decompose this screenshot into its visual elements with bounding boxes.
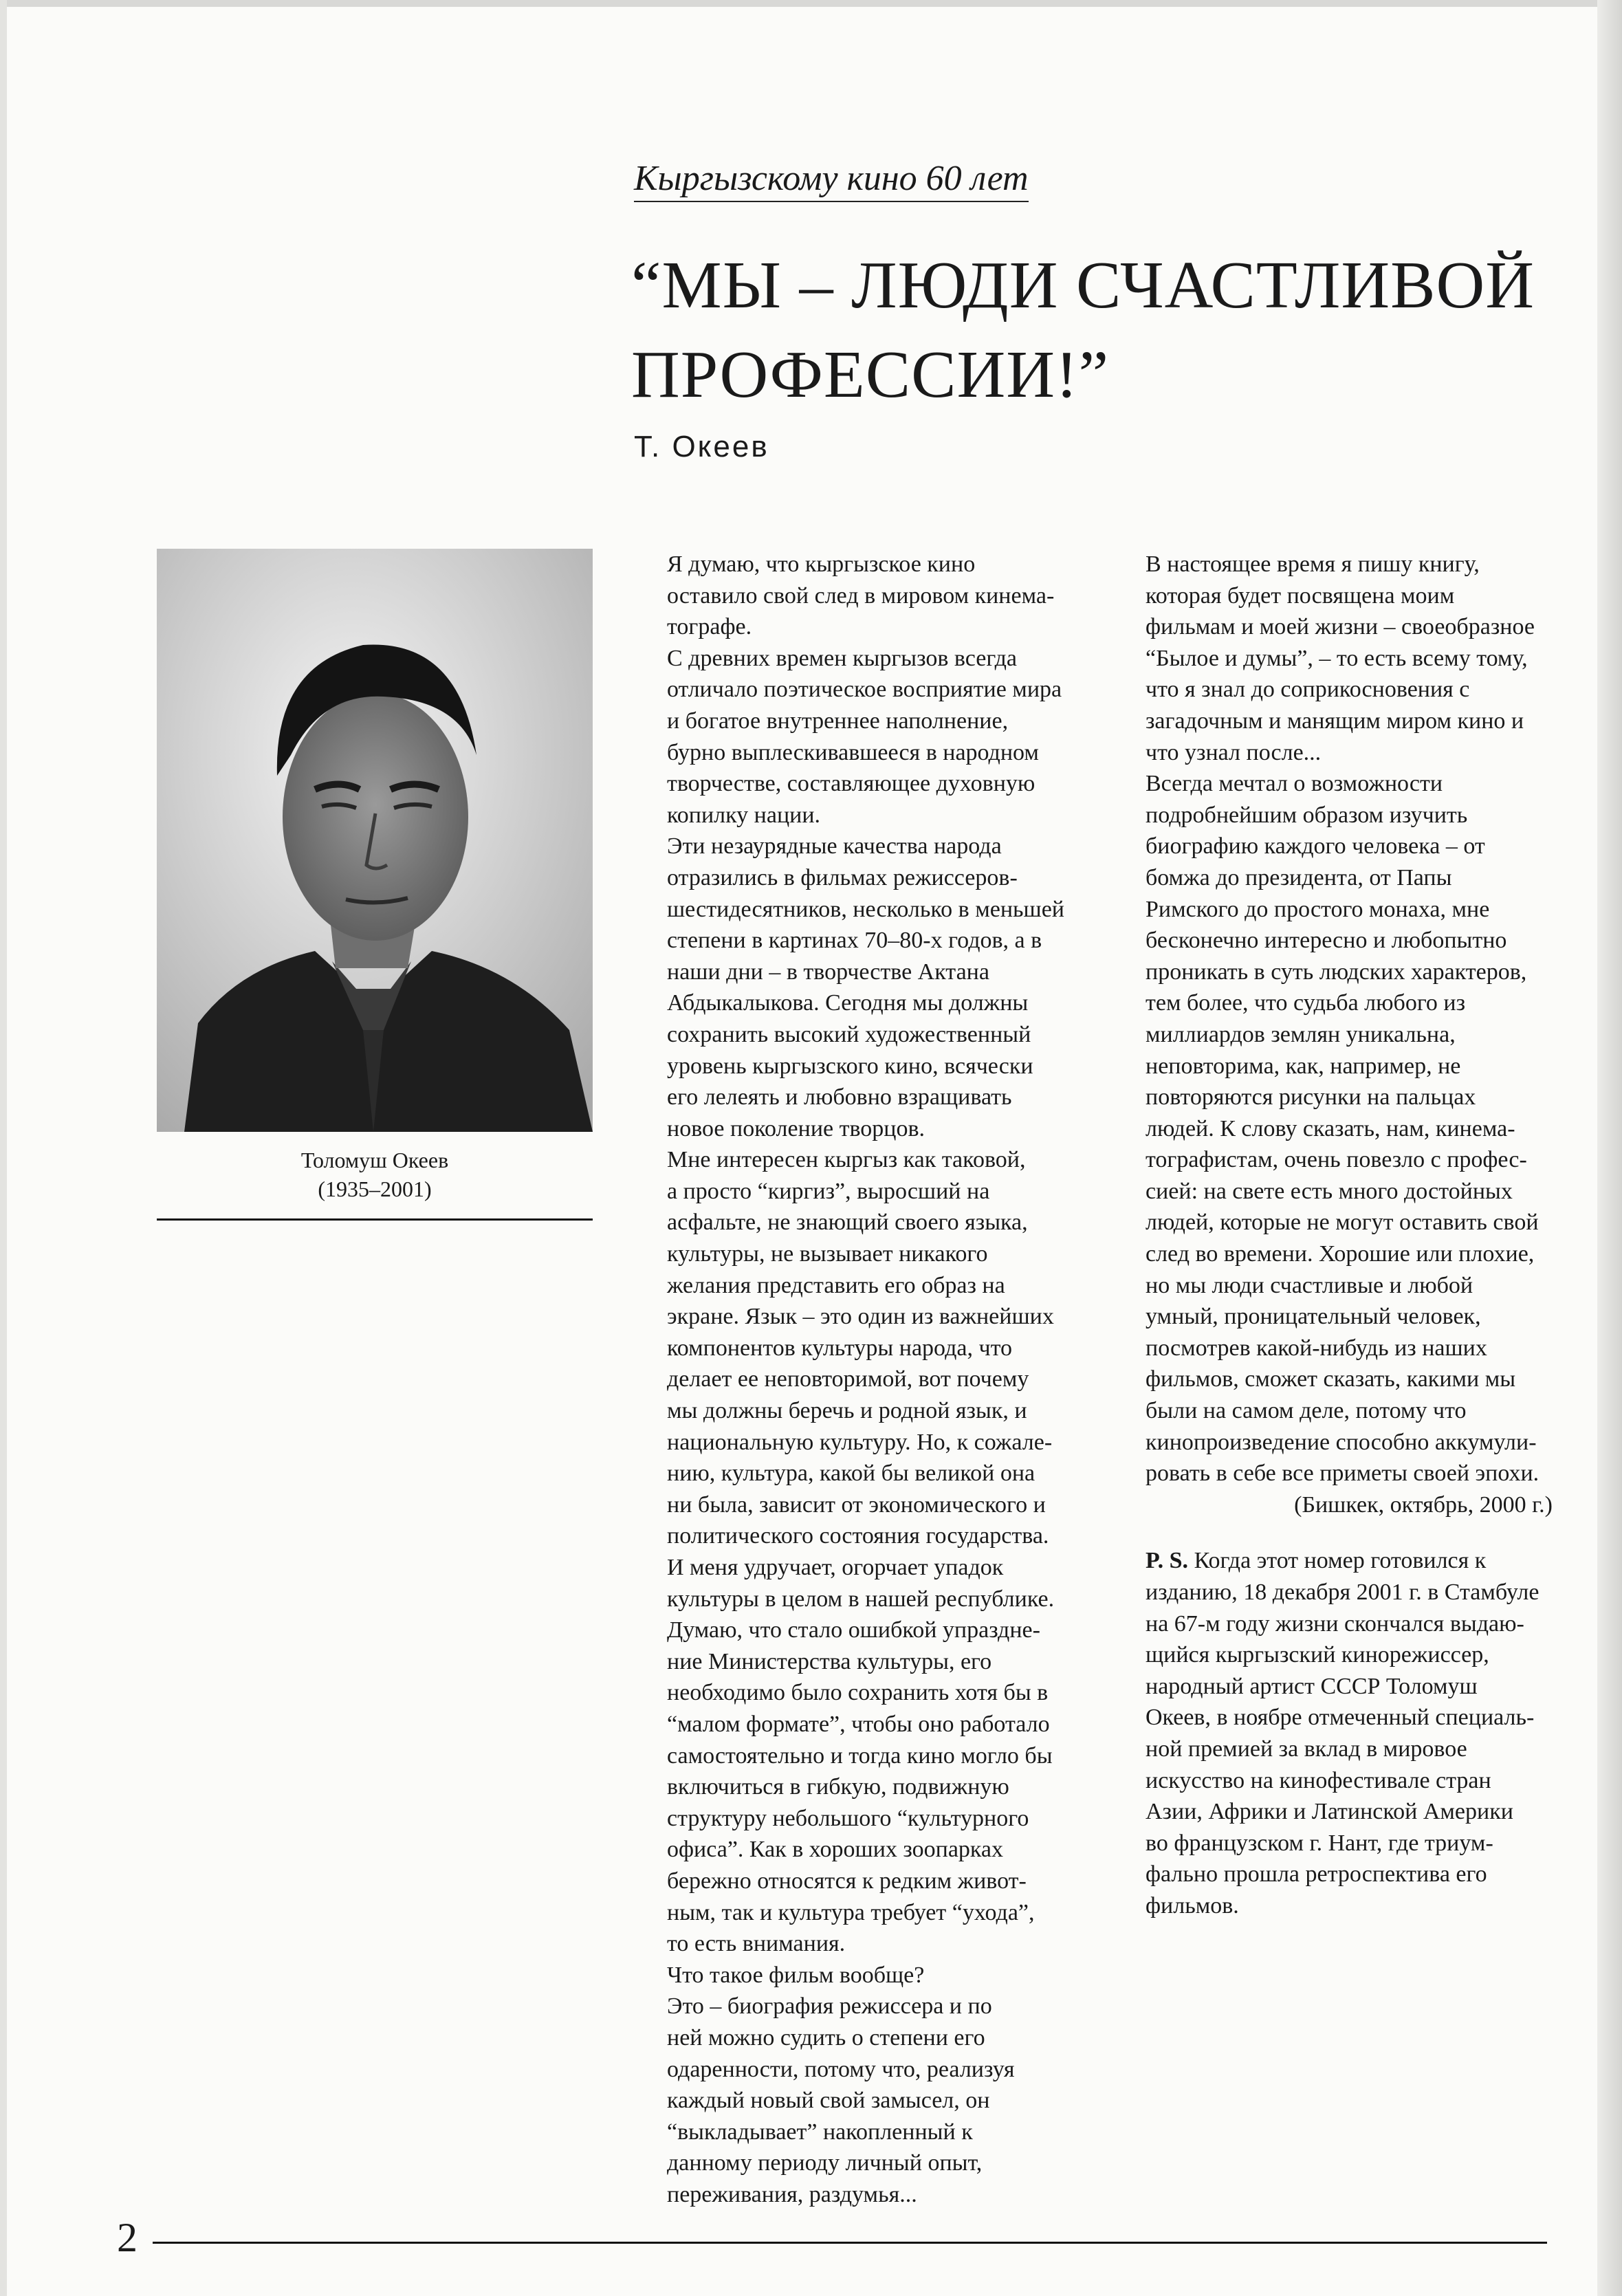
text-line: Океев, в ноябре отмеченный специаль- bbox=[1146, 1705, 1535, 1731]
text-line: наши дни – в творчестве Актана bbox=[667, 959, 989, 985]
text-line: Абдыкалыкова. Сегодня мы должны bbox=[667, 990, 1029, 1016]
text-line: желания представить его образ на bbox=[667, 1272, 1005, 1298]
text-line: данному периоду личный опыт, bbox=[667, 2150, 983, 2176]
text-line: самостоятельно и тогда кино могло бы bbox=[667, 1742, 1053, 1769]
caption-years: (1935–2001) bbox=[318, 1177, 432, 1201]
article-column-1 bbox=[634, 549, 1081, 2210]
text-line: а просто “киргиз”, выросший на bbox=[667, 1178, 990, 1204]
text-line: бурно выплескивавшееся в народном bbox=[667, 739, 1039, 765]
text-line: фильмов, сможет сказать, какими мы bbox=[1146, 1366, 1516, 1392]
postscript-first-line: Когда этот номер готовился к bbox=[1188, 1548, 1487, 1574]
text-line: ровать в себе все приметы своей эпохи. bbox=[1146, 1461, 1539, 1487]
text-line: тем более, что судьба любого из bbox=[1146, 990, 1466, 1016]
text-line: С древних времен кыргызов всегда bbox=[667, 645, 1017, 671]
text-line: асфальте, не знающий своего языка, bbox=[667, 1210, 1028, 1236]
text-line: отразились в фильмах режиссеров- bbox=[667, 864, 1018, 890]
article-title bbox=[631, 241, 1553, 419]
paragraph bbox=[1113, 768, 1553, 1489]
text-line: бережно относятся к редким живот- bbox=[667, 1868, 1027, 1894]
text-line: фильмам и моей жизни – своеобразное bbox=[1146, 614, 1535, 640]
text-line: В настоящее время я пишу книгу, bbox=[1146, 551, 1480, 577]
text-line: тографистам, очень повезло с профес- bbox=[1146, 1147, 1527, 1173]
text-line: ни была, зависит от экономического и bbox=[667, 1491, 1046, 1518]
paragraph bbox=[634, 831, 1081, 1144]
text-line: Римского до простого монаха, мне bbox=[1146, 896, 1490, 922]
page-edge-right bbox=[1597, 0, 1622, 2296]
text-line: Мне интересен кыргыз как таковой, bbox=[667, 1147, 1026, 1173]
text-line: степени в картинах 70–80-х годов, а в bbox=[667, 928, 1042, 954]
text-line: людей. К слову сказать, нам, кинема- bbox=[1146, 1115, 1515, 1141]
portrait-photo bbox=[157, 549, 593, 1132]
text-line: политического состояния государства. bbox=[667, 1523, 1049, 1549]
text-line: его лелеять и любовно взращивать bbox=[667, 1084, 1012, 1111]
text-line: миллиардов землян уникальна, bbox=[1146, 1021, 1456, 1047]
paragraph bbox=[634, 1991, 1081, 2210]
author-byline: Т. Океев bbox=[634, 430, 769, 463]
text-line: творчестве, составляющее духовную bbox=[667, 771, 1035, 797]
text-line: ной премией за вклад в мировое bbox=[1146, 1736, 1467, 1762]
text-line: Эти незаурядные качества народа bbox=[667, 833, 1002, 860]
text-line: уровень кыргызского кино, всячески bbox=[667, 1053, 1033, 1079]
text-line: бомжа до президента, от Папы bbox=[1146, 864, 1452, 890]
text-line bbox=[1113, 1545, 1553, 1577]
date-signature: (Бишкек, октябрь, 2000 г.) bbox=[1294, 1491, 1553, 1518]
text-line: загадочным и манящим миром кино и bbox=[1146, 708, 1524, 734]
text-line: нию, культура, какой бы великой она bbox=[667, 1461, 1035, 1487]
text-line: экране. Язык – это один из важнейших bbox=[667, 1304, 1054, 1330]
title-line-2: ПРОФЕССИИ!” bbox=[631, 338, 1110, 412]
text-line: кинопроизведение способно аккумули- bbox=[1146, 1429, 1537, 1455]
text-line: отличало поэтическое восприятие мира bbox=[667, 677, 1062, 703]
text-line: народный артист СССР Толомуш bbox=[1146, 1673, 1478, 1699]
paragraph bbox=[634, 1144, 1081, 1959]
text-line: которая будет посвящена моим bbox=[1146, 582, 1455, 609]
text-line: И меня удручает, огорчает упадок bbox=[667, 1555, 1004, 1580]
footer-divider bbox=[153, 2242, 1547, 2244]
text-line: сохранить высокий художественный bbox=[667, 1021, 1031, 1047]
text-line: Азии, Африки и Латинской Америки bbox=[1146, 1799, 1513, 1825]
text-line: ным, так и культура требует “ухода”, bbox=[667, 1899, 1035, 1925]
page-edge bbox=[0, 0, 1622, 7]
paragraph bbox=[634, 549, 1081, 643]
text-line: копилку нации. bbox=[667, 802, 821, 828]
text-line: Всегда мечтал о возможности bbox=[1146, 771, 1443, 797]
paragraph bbox=[1113, 549, 1553, 768]
text-line: искусство на кинофестивале стран bbox=[1146, 1767, 1491, 1793]
text-line: сией: на свете есть много достойных bbox=[1146, 1178, 1513, 1204]
text-line: повторяются рисунки на пальцах bbox=[1146, 1084, 1476, 1111]
text-line: культуры в целом в нашей республике. bbox=[667, 1586, 1055, 1612]
text-line: подробнейшим образом изучить bbox=[1146, 802, 1468, 828]
text-line: проникать в суть людских характеров, bbox=[1146, 959, 1527, 985]
text-line: биографию каждого человека – от bbox=[1146, 833, 1485, 860]
text-line: неповторима, как, например, не bbox=[1146, 1053, 1461, 1079]
text-line: шестидесятников, несколько в меньшей bbox=[667, 896, 1064, 922]
text-line: ние Министерства культуры, его bbox=[667, 1648, 992, 1674]
text-line: структуру небольшого “культурного bbox=[667, 1805, 1029, 1831]
text-line: оставило свой след в мировом кинема- bbox=[667, 582, 1055, 609]
text-line: изданию, 18 декабря 2001 г. в Стамбуле bbox=[1146, 1579, 1539, 1605]
text-line: “малом формате”, чтобы оно работало bbox=[667, 1711, 1050, 1737]
paragraph bbox=[634, 1960, 1081, 1991]
text-line: национальную культуру. Но, к сожале- bbox=[667, 1429, 1053, 1455]
text-line: что я знал до соприкосновения с bbox=[1146, 677, 1470, 703]
caption-divider bbox=[157, 1218, 593, 1221]
title-line-1: “МЫ – ЛЮДИ СЧАСТЛИВОЙ bbox=[631, 248, 1535, 322]
text-line: офиса”. Как в хороших зоопарках bbox=[667, 1837, 1003, 1863]
rubric: Кыргызскому кино 60 лет bbox=[634, 158, 1029, 202]
portrait-illustration bbox=[157, 549, 593, 1132]
text-line: Думаю, что стало ошибкой упраздне- bbox=[667, 1617, 1040, 1643]
text-line: “выкладывает” накопленный к bbox=[667, 2119, 973, 2145]
text-line: Я думаю, что кыргызское кино bbox=[667, 551, 976, 577]
text-line: умный, проницательный человек, bbox=[1146, 1304, 1481, 1330]
text-line: были на самом деле, потому что bbox=[1146, 1398, 1467, 1424]
text-line: делает ее неповторимой, вот почему bbox=[667, 1366, 1029, 1392]
text-line: но мы люди счастливые и любой bbox=[1146, 1272, 1473, 1298]
paragraph bbox=[634, 643, 1081, 831]
text-line: компонентов культуры народа, что bbox=[667, 1335, 1012, 1361]
text-line: и богатое внутреннее наполнение, bbox=[667, 708, 1009, 734]
text-line: мы должны беречь и родной язык, и bbox=[667, 1398, 1027, 1424]
text-line: след во времени. Хорошие или плохие, bbox=[1146, 1241, 1535, 1267]
text-line: бесконечно интересно и любопытно bbox=[1146, 928, 1507, 954]
caption-name: Толомуш Океев bbox=[300, 1148, 449, 1172]
photo-caption bbox=[157, 1146, 593, 1203]
text-line: новое поколение творцов. bbox=[667, 1115, 925, 1141]
text-line: Что такое фильм вообще? bbox=[667, 1962, 925, 1988]
text-line: переживания, раздумья... bbox=[667, 2181, 917, 2207]
text-line: то есть внимания. bbox=[667, 1931, 846, 1957]
text-line: “Былое и думы”, – то есть всему тому, bbox=[1146, 645, 1528, 671]
text-line: одаренности, потому что, реализуя bbox=[667, 2056, 1015, 2082]
text-line: включиться в гибкую, подвижную bbox=[667, 1774, 1009, 1800]
text-line: культуры, не вызывает никакого bbox=[667, 1241, 988, 1267]
text-line: фально прошла ретроспектива его bbox=[1146, 1861, 1487, 1888]
article-column-2 bbox=[1113, 549, 1553, 1922]
text-line: фильмов. bbox=[1146, 1892, 1239, 1918]
text-line: щийся кыргызский кинорежиссер, bbox=[1146, 1642, 1489, 1668]
text-line: каждый новый свой замысел, он bbox=[667, 2088, 990, 2114]
page-number: 2 bbox=[117, 2215, 138, 2260]
text-line: во французском г. Нант, где триум- bbox=[1146, 1830, 1493, 1856]
text-line: посмотрев какой-нибудь из наших bbox=[1146, 1335, 1487, 1361]
text-line: Это – биография режиссера и по bbox=[667, 1993, 992, 2020]
text-line: людей, которые не могут оставить свой bbox=[1146, 1210, 1539, 1236]
postscript-label: P. S. bbox=[1146, 1548, 1189, 1574]
text-line: ней можно судить о степени его bbox=[667, 2024, 985, 2051]
page-edge-left bbox=[0, 0, 7, 2296]
postscript bbox=[1113, 1545, 1553, 1921]
text-line: на 67-м году жизни скончался выдаю- bbox=[1146, 1610, 1524, 1637]
text-line: что узнал после... bbox=[1146, 739, 1322, 765]
text-line: необходимо было сохранить хотя бы в bbox=[667, 1680, 1049, 1706]
text-line: тографе. bbox=[667, 614, 752, 640]
